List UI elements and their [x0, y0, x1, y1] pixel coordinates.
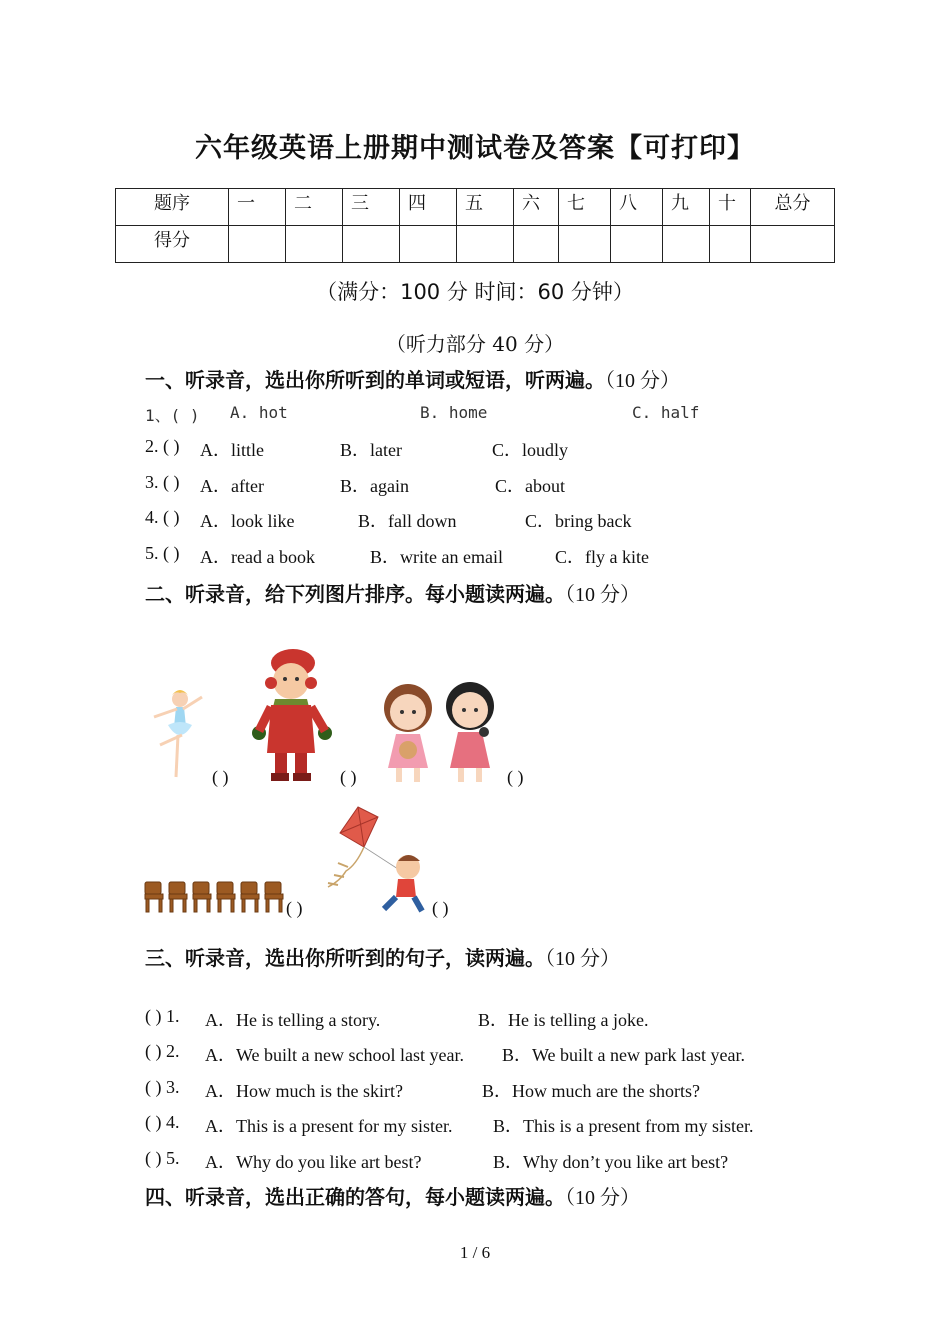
score-cell[interactable]: [710, 226, 751, 263]
q1-option-b: B. home: [420, 403, 488, 422]
q5-number: 5. ( ): [145, 543, 180, 563]
q3-number: 3. ( ): [145, 472, 180, 492]
section4-heading: [145, 1181, 640, 1210]
listening-label: （听力部分 40 分）: [385, 332, 565, 356]
score-cell[interactable]: [457, 226, 514, 263]
q4-option-c: C．bring back: [525, 511, 632, 531]
section1-points: （10 分）: [605, 370, 680, 392]
q1-number: 1、( ): [145, 406, 200, 425]
score-cell[interactable]: [229, 226, 286, 263]
exam-info: （满分：100 分 时间：60 分钟）: [316, 280, 634, 304]
section1-heading: [145, 364, 680, 393]
q1-option-c: C. half: [632, 403, 700, 422]
answer-blank[interactable]: ( ): [286, 898, 303, 918]
q1-option-a: A. hot: [230, 403, 288, 422]
score-cell[interactable]: [611, 226, 663, 263]
s3-q4-number: ( ) 4.: [145, 1112, 180, 1132]
chairs-picture: [143, 880, 285, 914]
table-header: 五: [457, 189, 514, 226]
section4-title: 四、听录音，选出正确的答句，每小题读两遍。: [145, 1185, 565, 1209]
section3-heading: [145, 942, 620, 971]
score-cell[interactable]: [559, 226, 611, 263]
q3-option-c: C．about: [495, 476, 565, 496]
q5-option-a: A．read a book: [200, 547, 315, 567]
s3-q5-option-b: B．Why don’t you like art best?: [493, 1152, 729, 1172]
winter-boy-picture: [245, 645, 337, 785]
score-table-score-row: [116, 226, 835, 263]
s3-q1-option-a: A．He is telling a story.: [205, 1010, 381, 1030]
s3-q1-number: ( ) 1.: [145, 1006, 180, 1026]
section2-heading: [145, 578, 640, 607]
q2-option-b: B．later: [340, 440, 402, 460]
ballerina-picture: [140, 685, 210, 785]
score-cell[interactable]: [400, 226, 457, 263]
score-table: [115, 188, 835, 263]
score-cell[interactable]: [663, 226, 710, 263]
row-label: 得分: [116, 226, 229, 263]
s3-q4-option-a: A．This is a present for my sister.: [205, 1116, 453, 1136]
q3-option-a: A．after: [200, 476, 264, 496]
table-header: 七: [559, 189, 611, 226]
answer-blank[interactable]: ( ): [212, 767, 229, 787]
q2-option-c: C．loudly: [492, 440, 569, 460]
q5-option-b: B．write an email: [370, 547, 503, 567]
table-header: 八: [611, 189, 663, 226]
section4-points: （10 分）: [565, 1187, 640, 1209]
section2-points: （10 分）: [565, 584, 640, 606]
s3-q5-option-a: A．Why do you like art best?: [205, 1152, 422, 1172]
page-number: 1 / 6: [459, 1243, 491, 1262]
page-title: 六年级英语上册期中测试卷及答案【可打印】: [195, 133, 755, 164]
s3-q4-option-b: B．This is a present from my sister.: [493, 1116, 754, 1136]
s3-q5-number: ( ) 5.: [145, 1148, 180, 1168]
s3-q3-number: ( ) 3.: [145, 1077, 180, 1097]
s3-q2-option-b: B．We built a new park last year.: [502, 1045, 745, 1065]
s3-q2-option-a: A．We built a new school last year.: [205, 1045, 464, 1065]
table-header: 十: [710, 189, 751, 226]
answer-blank[interactable]: ( ): [507, 767, 524, 787]
section1-title: 一、听录音，选出你所听到的单词或短语，听两遍。: [145, 368, 605, 392]
q2-option-a: A．little: [200, 440, 264, 460]
table-header: 总分: [751, 189, 835, 226]
table-header: 六: [514, 189, 559, 226]
section3-title: 三、听录音，选出你所听到的句子，读两遍。: [145, 946, 545, 970]
table-header: 九: [663, 189, 710, 226]
table-header: 三: [343, 189, 400, 226]
q4-number: 4. ( ): [145, 507, 180, 527]
q2-number: 2. ( ): [145, 436, 180, 456]
table-header: 题序: [116, 189, 229, 226]
section2-title: 二、听录音，给下列图片排序。每小题读两遍。: [145, 582, 565, 606]
girls-singing-picture: [372, 680, 504, 784]
answer-blank[interactable]: ( ): [432, 898, 449, 918]
score-cell[interactable]: [343, 226, 400, 263]
answer-blank[interactable]: ( ): [340, 767, 357, 787]
table-header: 一: [229, 189, 286, 226]
q4-option-a: A．look like: [200, 511, 295, 531]
s3-q2-number: ( ) 2.: [145, 1041, 180, 1061]
q3-option-b: B．again: [340, 476, 409, 496]
table-header: 四: [400, 189, 457, 226]
score-table-header-row: [116, 189, 835, 226]
q5-option-c: C．fly a kite: [555, 547, 649, 567]
q4-option-b: B．fall down: [358, 511, 457, 531]
kite-boy-picture: [318, 805, 430, 915]
score-cell[interactable]: [514, 226, 559, 263]
s3-q3-option-a: A．How much is the skirt?: [205, 1081, 403, 1101]
score-cell[interactable]: [751, 226, 835, 263]
s3-q3-option-b: B．How much are the shorts?: [482, 1081, 700, 1101]
section3-points: （10 分）: [545, 948, 620, 970]
table-header: 二: [286, 189, 343, 226]
score-cell[interactable]: [286, 226, 343, 263]
s3-q1-option-b: B．He is telling a joke.: [478, 1010, 649, 1030]
